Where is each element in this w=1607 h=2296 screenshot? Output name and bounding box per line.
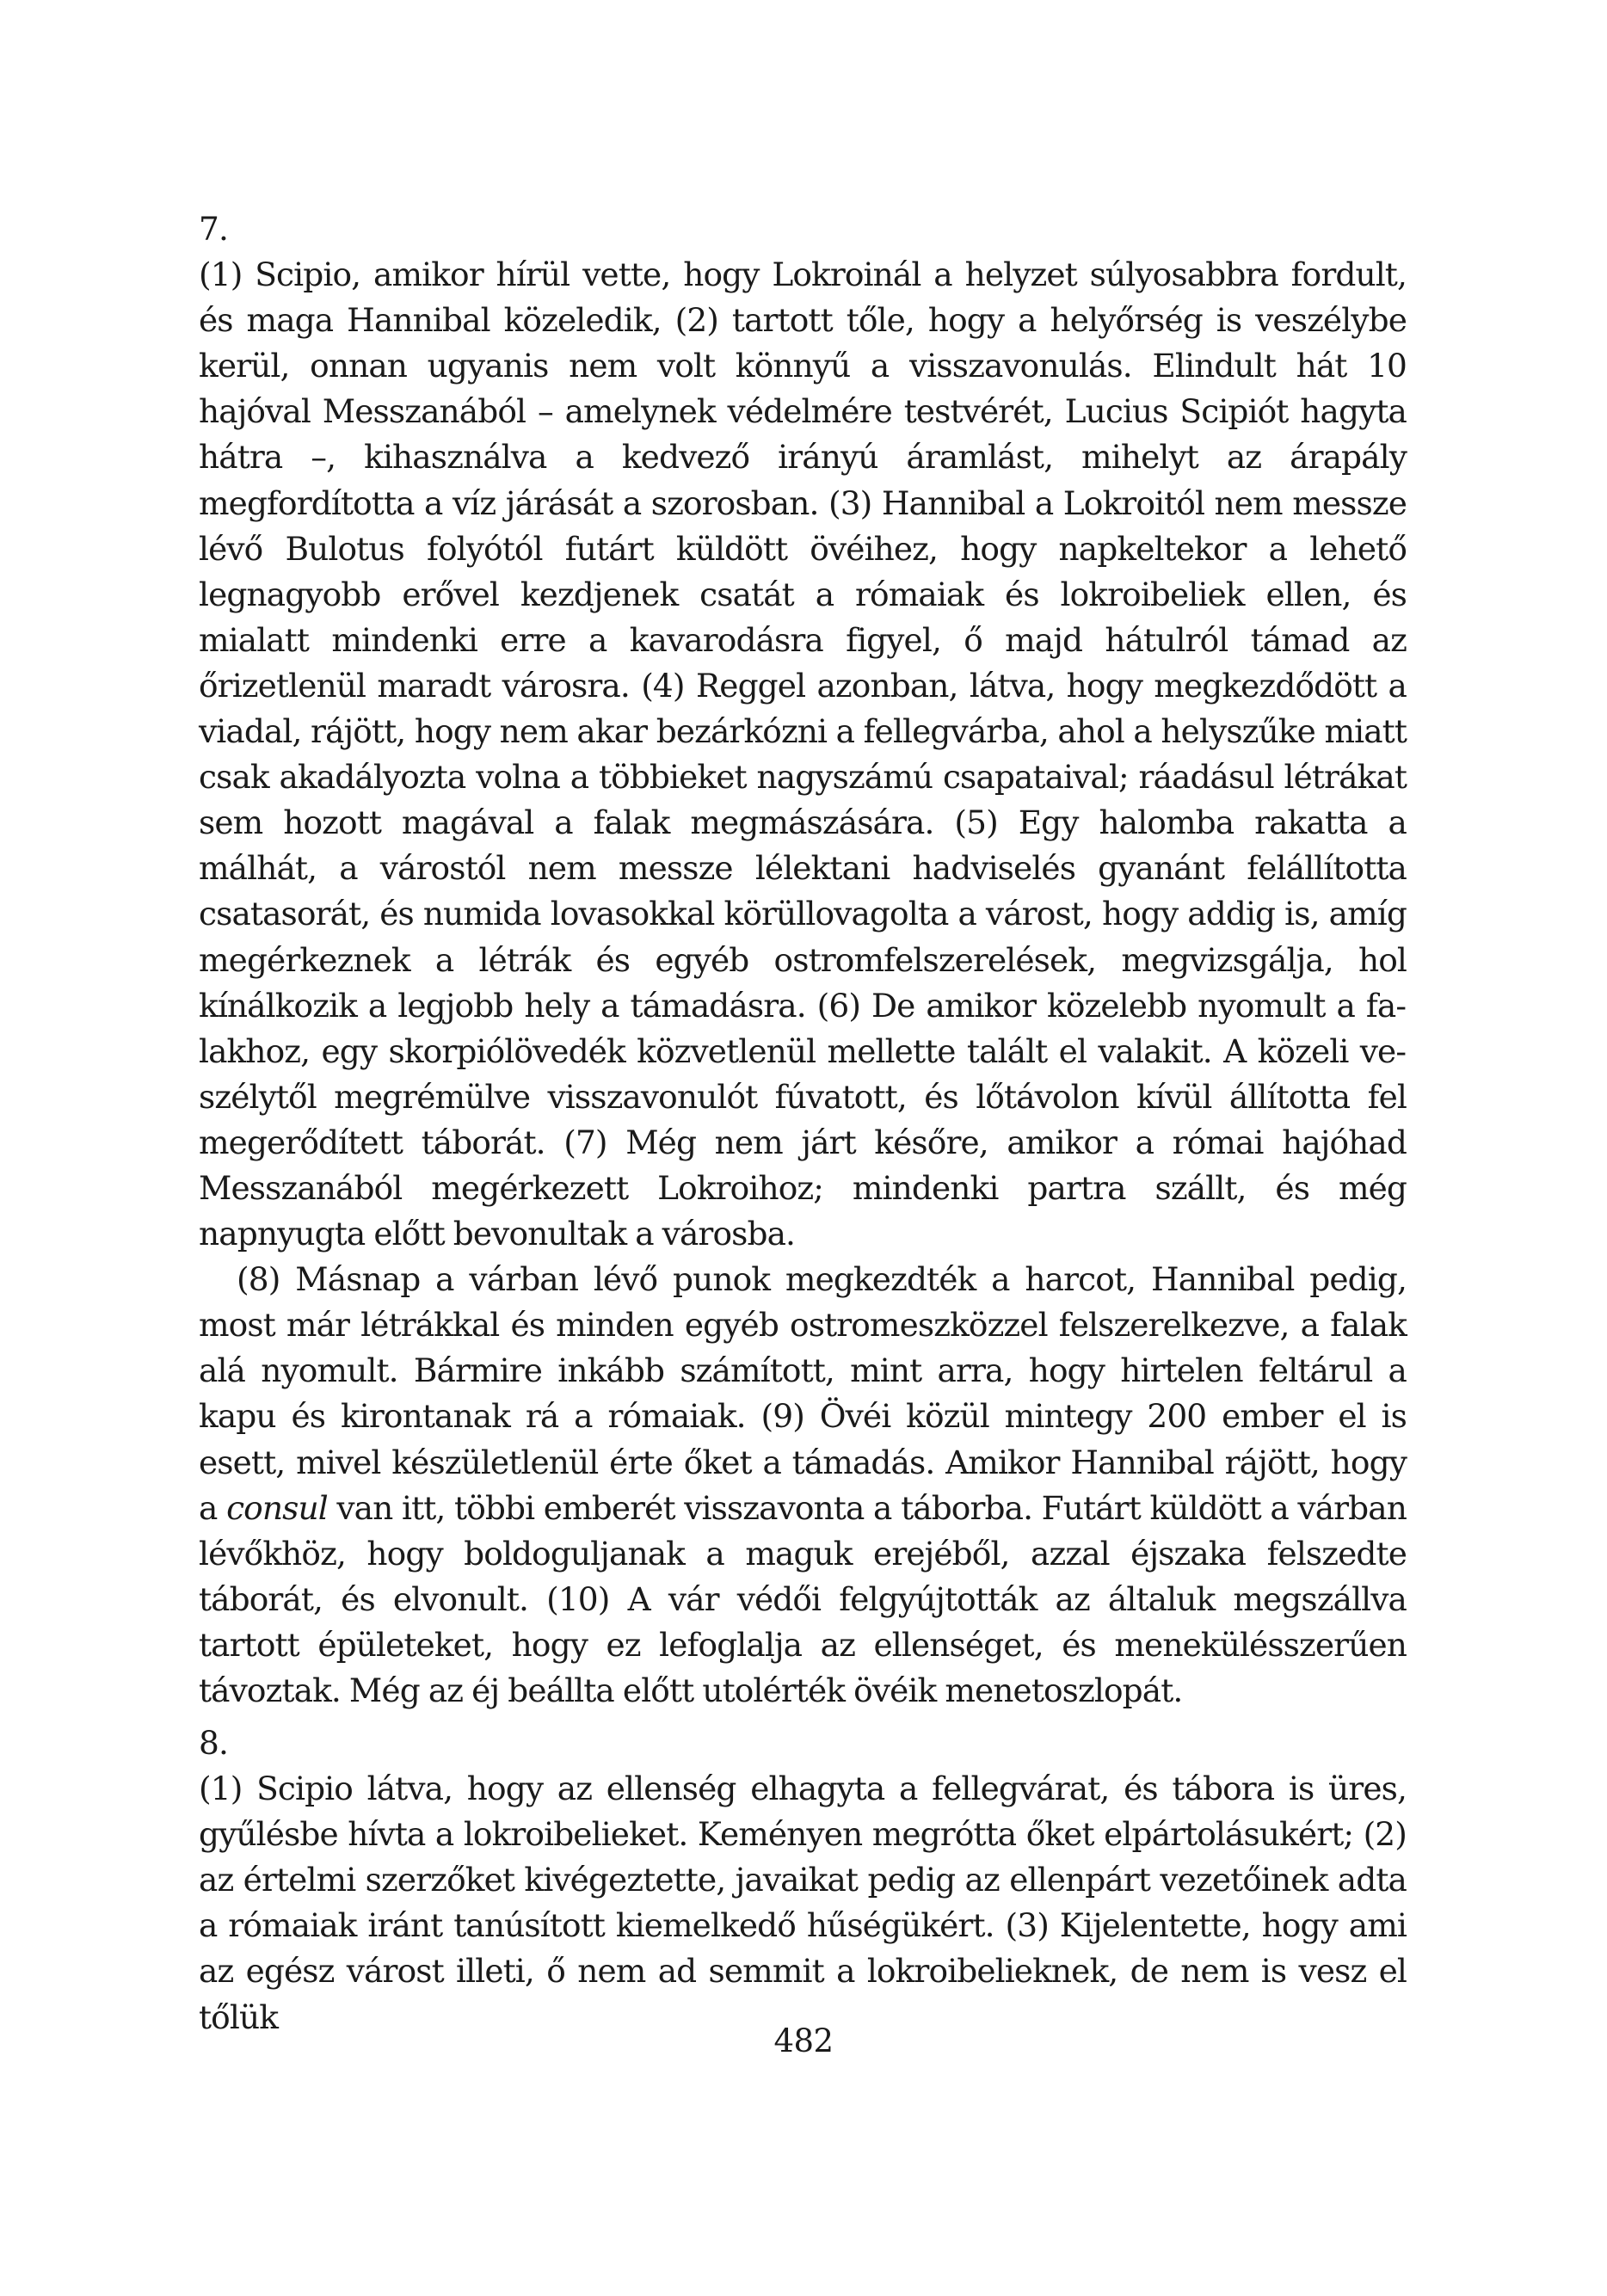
paragraph — [199, 252, 1407, 1257]
section-8 — [199, 1720, 1407, 2041]
section-number: 7. — [199, 210, 228, 248]
text-segment: (1) Scipio látva, hogy az ellenség elhagyta a fellegvárat, és tábora is üres, gyűlésbe hívta a lokroibelieket. Keményen megrótta őket elpártolásukért; (2) az értelmi szerzőket kivégeztette, javaikat pedig az ellenpárt vezetőinek adta a rómaiak iránt tanúsított kiemelkedő hűségükért. (3) Kijelentette, hogy ami az egész várost illeti, ő nem ad semmit a lokroibelieknek, de nem is vesz el tőlük — [199, 1770, 1407, 2036]
section-number: 8. — [199, 1724, 228, 1762]
text-segment: van itt, többi emberét visszavonta a táborba. Futárt küldött a várban lévőkhöz, hogy boldoguljanak a maguk erejéből, azzal éjszaka felszedte táborát, és elvonult. (10) A vár védői felgyújtották az általuk megszállva tartott épületeket, hogy ez lefoglalja az ellenséget, és menekülésszerűen távoztak. Még az éj beállta előtt utolérték övéik menetoszlopát. — [199, 1488, 1407, 1709]
paragraph — [199, 1257, 1407, 1714]
paragraph — [199, 1766, 1407, 2041]
italic-term: consul — [226, 1488, 328, 1527]
section-7 — [199, 206, 1407, 1714]
text-segment: (1) Scipio, amikor hírül vette, hogy Lokroinál a helyzet súlyosabbra fordult, és maga Hannibal közeledik, (2) tartott tőle, hogy a helyőrség is veszélybe kerül, onnan ugyanis nem volt könnyű a visszavonulás. Elindult hát 10 hajóval Messzanából – amelynek védelmére testvérét, Lucius Scipiót hagyta hátra –, kihasználva a kedvező irányú áramlást, mihelyt az árapály megfordította a víz járását a szorosban. (3) Hannibal a Lokroitól nem messze lévő Bulotus folyótól futárt küldött övéihez, hogy napkeltekor a lehető legnagyobb erővel kezdjenek csatát a rómaiak és lokroibeliek ellen, és mialatt mindenki erre a kavarodásra figyel, ő majd hátulról támad az őrizetlenül maradt városra. (4) Reggel azonban, látva, hogy megkezdődött a viadal, rájött, hogy nem akar bezárkózni a fellegvárba, ahol a helyszűke miatt csak akadályozta volna a többieket nagyszámú csapataival; ráadásul létrákat sem hozott magával a falak megmászására. (5) Egy halomba rakatta a málhát, a várostól nem messze lélektani hadviselés gyanánt felállította csatasorát, és numida lovasokkal körüllovagolta a várost, hogy addig is, amíg megérkeznek a létrák és egyéb ostromfelszerelések, megvizsgálja, hol kínálkozik a legjobb hely a támadásra. (6) De amikor közelebb nyomult a falakhoz, egy skorpiólövedék közvetlenül mellette talált el valakit. A közeli veszélytől megrémülve visszavonulót fúvatott, és lőtávolon kívül állította fel megerődített táborát. (7) Még nem járt későre, amikor a római hajóhad Messzanából megérkezett Lokroihoz; mindenki partra szállt, és még napnyugta előtt bevonultak a városba. — [199, 255, 1407, 1253]
page-number: 482 — [773, 2022, 834, 2059]
text-segment: (8) Másnap a várban lévő punok megkezdték a harcot, Hannibal pedig, most már létrákkal és minden egyéb ostromeszközzel felszerelkezve, a falak alá nyomult. Bármire inkább számított, mint arra, hogy hirtelen feltárul a kapu és kirontanak rá a rómaiak. (9) Övéi közül mintegy 200 ember el is esett, mivel készületlenül érte őket a támadás. Amikor Hannibal rájött, hogy a — [199, 1260, 1407, 1527]
